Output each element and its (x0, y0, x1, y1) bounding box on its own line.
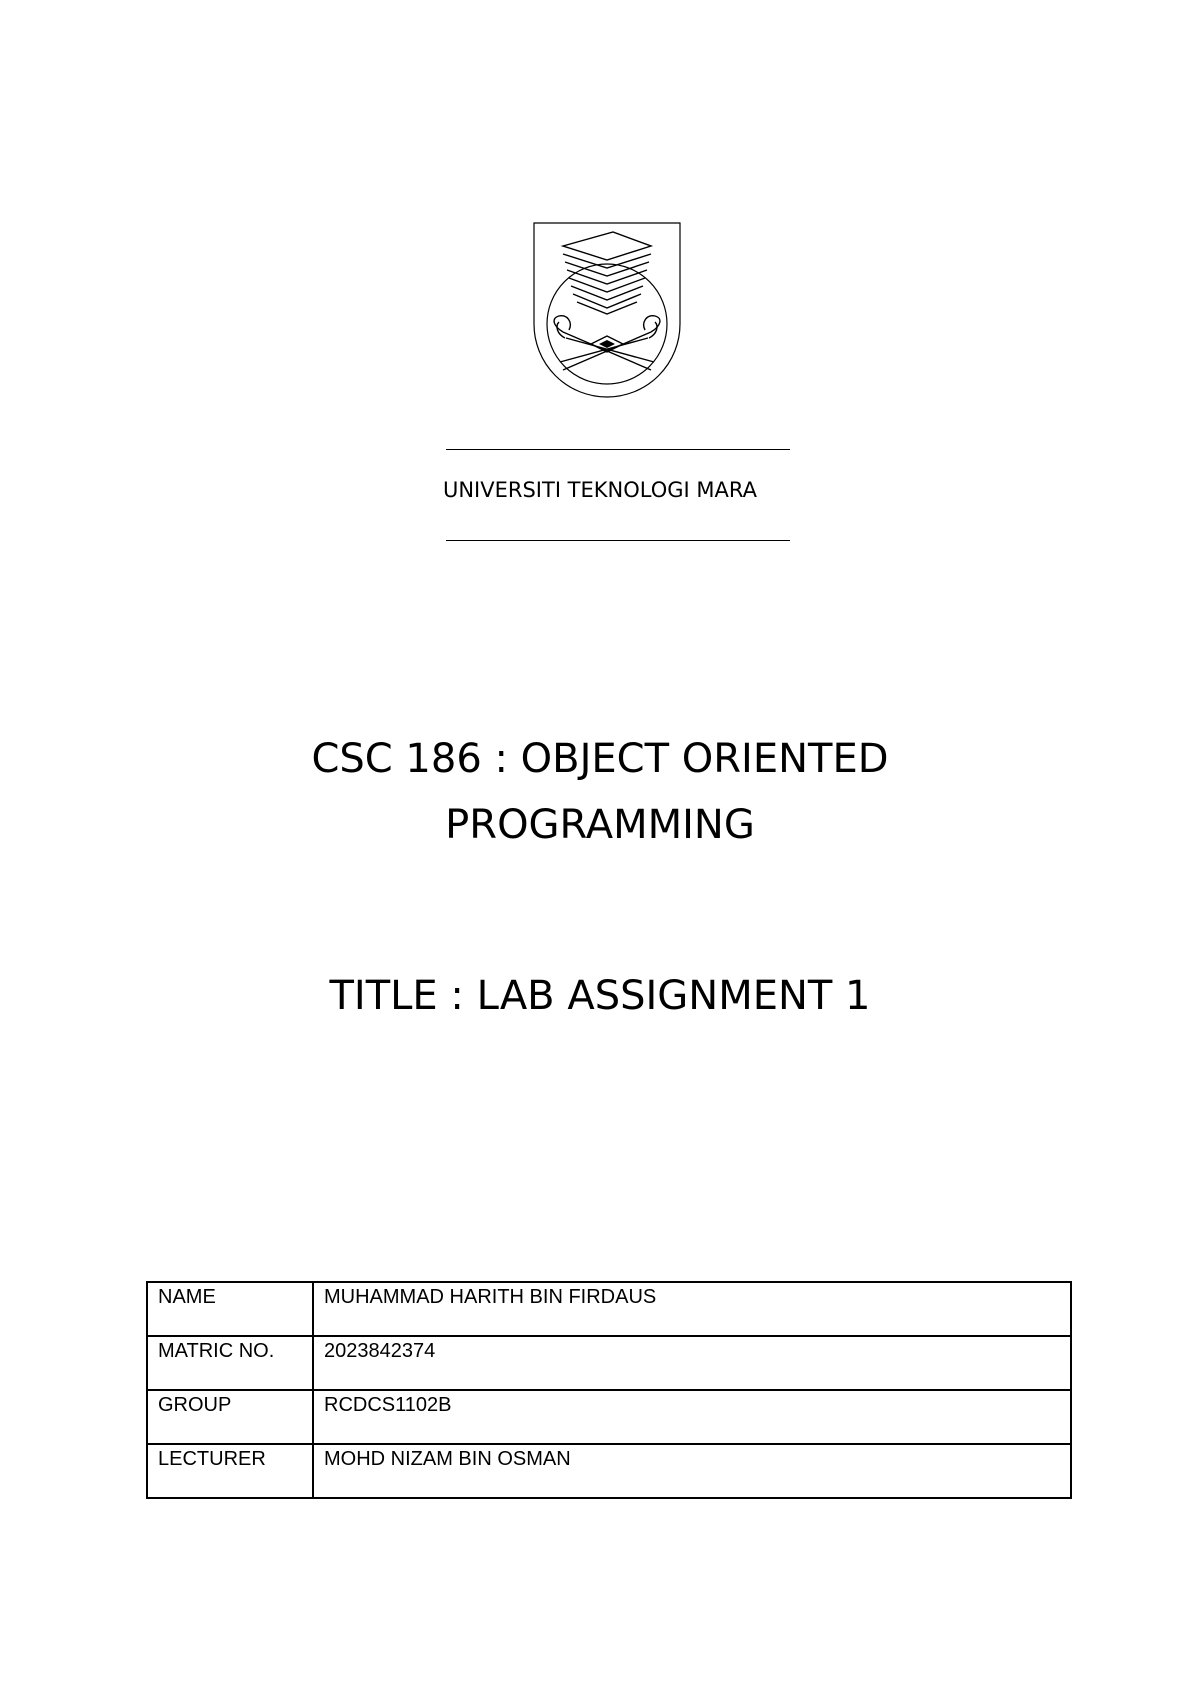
course-title-line-1: CSC 186 : OBJECT ORIENTED (311, 736, 889, 782)
uitm-crest-icon (533, 222, 681, 398)
row-value-lecturer: MOHD NIZAM BIN OSMAN (313, 1444, 1071, 1498)
header-top-rule (446, 449, 790, 450)
table-row (147, 1390, 1071, 1444)
student-info-table (146, 1281, 1072, 1499)
row-value-group: RCDCS1102B (313, 1390, 1071, 1444)
table-row (147, 1282, 1071, 1336)
row-label-group: GROUP (147, 1390, 313, 1444)
course-title (0, 726, 1200, 858)
table-row (147, 1336, 1071, 1390)
assignment-title: TITLE : LAB ASSIGNMENT 1 (329, 973, 871, 1019)
row-value-matric: 2023842374 (313, 1336, 1071, 1390)
row-label-matric: MATRIC NO. (147, 1336, 313, 1390)
row-label-lecturer: LECTURER (147, 1444, 313, 1498)
table-row (147, 1444, 1071, 1498)
row-label-name: NAME (147, 1282, 313, 1336)
course-title-line-2: PROGRAMMING (445, 802, 755, 848)
row-value-name: MUHAMMAD HARITH BIN FIRDAUS (313, 1282, 1071, 1336)
header-bottom-rule (446, 540, 790, 541)
university-name: UNIVERSITI TEKNOLOGI MARA (442, 478, 758, 502)
